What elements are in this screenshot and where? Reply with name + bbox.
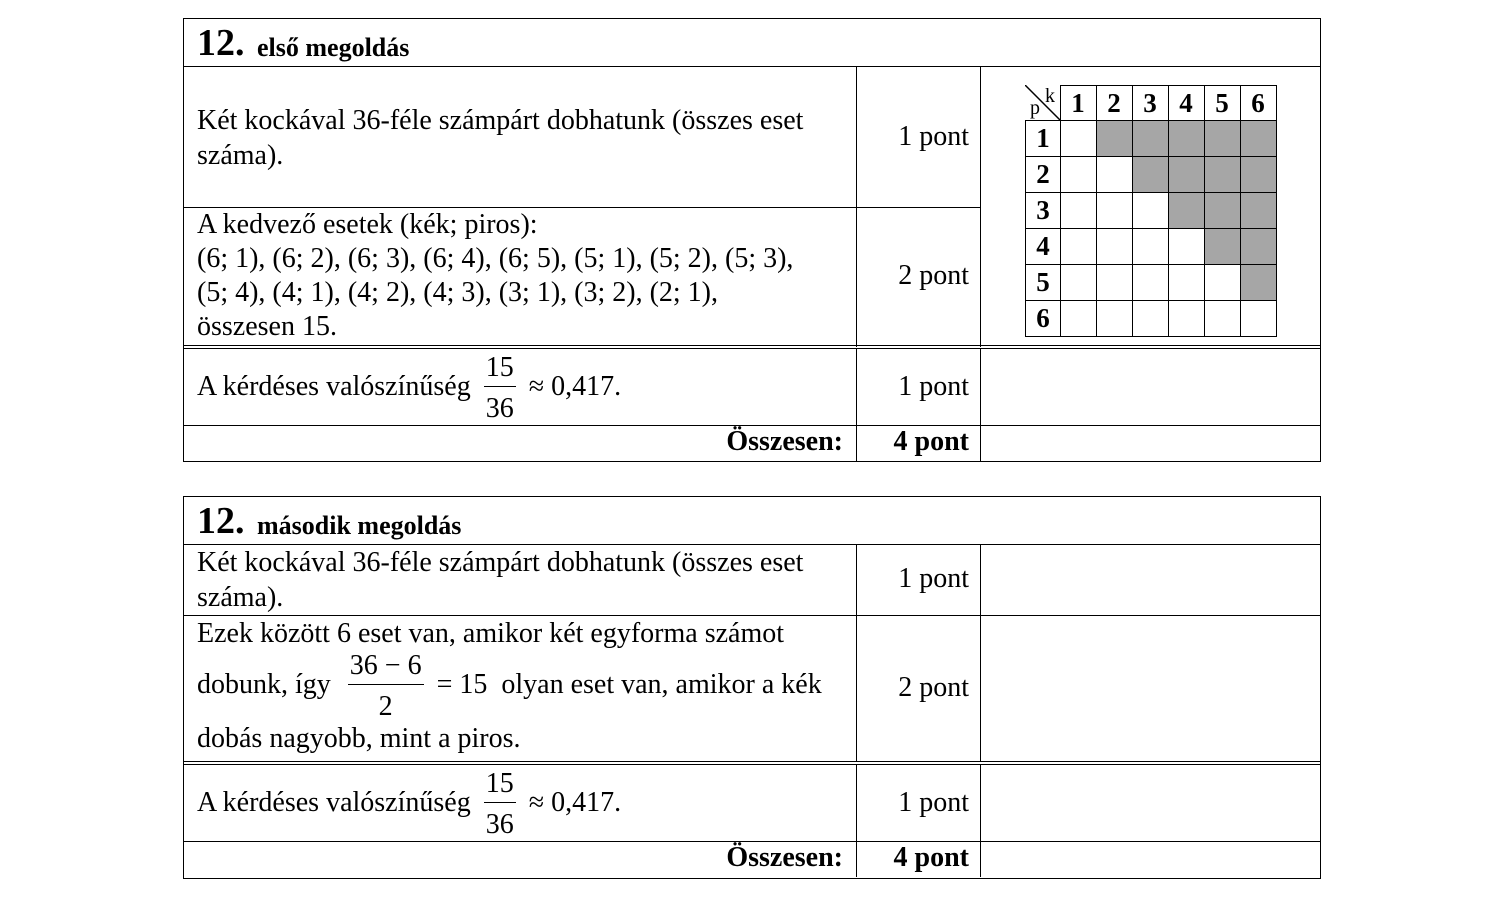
total-points: 4 pont bbox=[893, 842, 969, 873]
grid-col-label: 2 bbox=[1107, 88, 1121, 118]
corner-k-label: k bbox=[1045, 85, 1055, 107]
text-line: dobás nagyobb, mint a piros. bbox=[197, 723, 521, 754]
total-label: Összesen: bbox=[726, 842, 843, 873]
grid-row-label: 4 bbox=[1036, 231, 1050, 261]
grid-cell bbox=[1132, 228, 1169, 265]
solution1-step2-row bbox=[184, 207, 981, 347]
grid-row-label: 2 bbox=[1036, 159, 1050, 189]
step-text: Két kockával 36-féle számpárt dobhatunk (összes eset száma). bbox=[197, 105, 804, 171]
solution1-step3-row bbox=[184, 345, 1320, 427]
grid-cell bbox=[1132, 300, 1169, 337]
text-line: összesen 15. bbox=[197, 311, 337, 342]
grid-row-header bbox=[1025, 264, 1062, 301]
solution1-step1-row bbox=[184, 67, 1320, 207]
step-text bbox=[197, 616, 850, 756]
points-cell bbox=[857, 616, 981, 761]
text-line: (5; 4), (4; 1), (4; 2), (4; 3), (3; 1), (3; 2), (2; 1), bbox=[197, 277, 718, 308]
step-text bbox=[197, 770, 850, 839]
step-points: 1 pont bbox=[898, 371, 969, 402]
fraction-denominator: 36 bbox=[485, 809, 514, 840]
grid-cell bbox=[1060, 300, 1097, 337]
grid-cell bbox=[1096, 228, 1133, 265]
description-cell bbox=[184, 349, 857, 427]
grid-cell bbox=[1168, 228, 1205, 265]
grid-row-header bbox=[1025, 300, 1062, 337]
fraction bbox=[348, 652, 424, 721]
grid-cell bbox=[1204, 264, 1241, 301]
points-cell bbox=[857, 765, 981, 843]
description-cell bbox=[184, 67, 857, 207]
grid-cell bbox=[1060, 228, 1097, 265]
grid-col-label: 4 bbox=[1179, 88, 1193, 118]
grid-cell bbox=[1096, 264, 1133, 301]
text-suffix: = 15 olyan eset van, amikor a kék bbox=[436, 668, 822, 700]
grid-cell-favourable bbox=[1204, 228, 1241, 265]
fraction bbox=[484, 770, 516, 839]
probability-suffix: ≈ 0,417. bbox=[528, 786, 622, 818]
grid-cell bbox=[1168, 264, 1205, 301]
grid-cell bbox=[1096, 300, 1133, 337]
fraction-numerator: 36 − 6 bbox=[348, 652, 424, 685]
grid-row-header bbox=[1025, 228, 1062, 265]
grid-cell bbox=[1060, 264, 1097, 301]
points-cell bbox=[857, 67, 981, 207]
grid-cell bbox=[1204, 300, 1241, 337]
probability-prefix: A kérdéses valószínűség bbox=[197, 370, 471, 402]
text-line: A kedvező esetek (kék; piros): bbox=[197, 209, 538, 240]
solution2-header bbox=[184, 497, 1320, 545]
fraction-numerator: 15 bbox=[484, 354, 516, 387]
grid-row-label: 1 bbox=[1036, 123, 1050, 153]
total-label-cell bbox=[184, 842, 857, 877]
solution2-total-row bbox=[184, 841, 1320, 877]
fraction-denominator: 2 bbox=[378, 691, 393, 722]
step-points: 2 pont bbox=[898, 672, 969, 703]
total-points-cell bbox=[857, 426, 981, 461]
step-points: 1 pont bbox=[898, 121, 969, 152]
total-label: Összesen: bbox=[726, 426, 843, 457]
solution2-step1-row bbox=[184, 545, 1320, 615]
points-cell bbox=[857, 208, 981, 347]
total-points-cell bbox=[857, 842, 981, 877]
task-number: 12. bbox=[197, 22, 245, 64]
grid-row-label: 6 bbox=[1036, 303, 1050, 333]
task-number: 12. bbox=[197, 500, 245, 542]
step-text bbox=[197, 354, 850, 423]
fraction-numerator: 15 bbox=[484, 770, 516, 803]
step-text bbox=[197, 208, 850, 344]
grid-cell-favourable bbox=[1240, 228, 1277, 265]
description-cell bbox=[184, 545, 857, 615]
grid-cell bbox=[1168, 300, 1205, 337]
solution2-box bbox=[183, 496, 1321, 879]
solution1-box bbox=[183, 18, 1321, 462]
solution2-step2-row bbox=[184, 615, 1320, 761]
total-label-cell bbox=[184, 426, 857, 461]
step-points: 2 pont bbox=[898, 260, 969, 291]
solution-title: második megoldás bbox=[257, 511, 462, 540]
solution1-total-row bbox=[184, 425, 1320, 461]
grid-cell bbox=[1132, 264, 1169, 301]
text-prefix: dobunk, így bbox=[197, 668, 331, 700]
solution-title: első megoldás bbox=[257, 33, 410, 62]
corner-p-label: p bbox=[1030, 97, 1040, 119]
grid-col-label: 5 bbox=[1215, 88, 1229, 118]
probability-prefix: A kérdéses valószínűség bbox=[197, 786, 471, 818]
probability-suffix: ≈ 0,417. bbox=[528, 370, 622, 402]
solution1-header bbox=[184, 19, 1320, 67]
step-text: Két kockával 36-féle számpárt dobhatunk (összes eset száma). bbox=[197, 547, 804, 613]
grid-cell bbox=[1240, 300, 1277, 337]
grid-col-label: 3 bbox=[1143, 88, 1157, 118]
points-cell bbox=[857, 545, 981, 615]
description-cell bbox=[184, 208, 857, 347]
text-line bbox=[197, 652, 850, 721]
step-points: 1 pont bbox=[898, 563, 969, 594]
grid-row-label: 3 bbox=[1036, 195, 1050, 225]
grid-row-label: 5 bbox=[1036, 267, 1050, 297]
fraction bbox=[484, 354, 516, 423]
points-cell bbox=[857, 349, 981, 427]
fraction-denominator: 36 bbox=[485, 393, 514, 424]
grid-col-label: 1 bbox=[1071, 88, 1085, 118]
description-cell bbox=[184, 765, 857, 843]
text-line: (6; 1), (6; 2), (6; 3), (6; 4), (6; 5), (5; 1), (5; 2), (5; 3), bbox=[197, 243, 794, 274]
total-points: 4 pont bbox=[893, 426, 969, 457]
grid-cell-favourable bbox=[1240, 264, 1277, 301]
step-points: 1 pont bbox=[898, 787, 969, 818]
grid-col-label: 6 bbox=[1251, 88, 1265, 118]
solution2-step3-row bbox=[184, 761, 1320, 843]
text-line: Ezek között 6 eset van, amikor két egyforma számot bbox=[197, 618, 785, 649]
description-cell bbox=[184, 616, 857, 761]
